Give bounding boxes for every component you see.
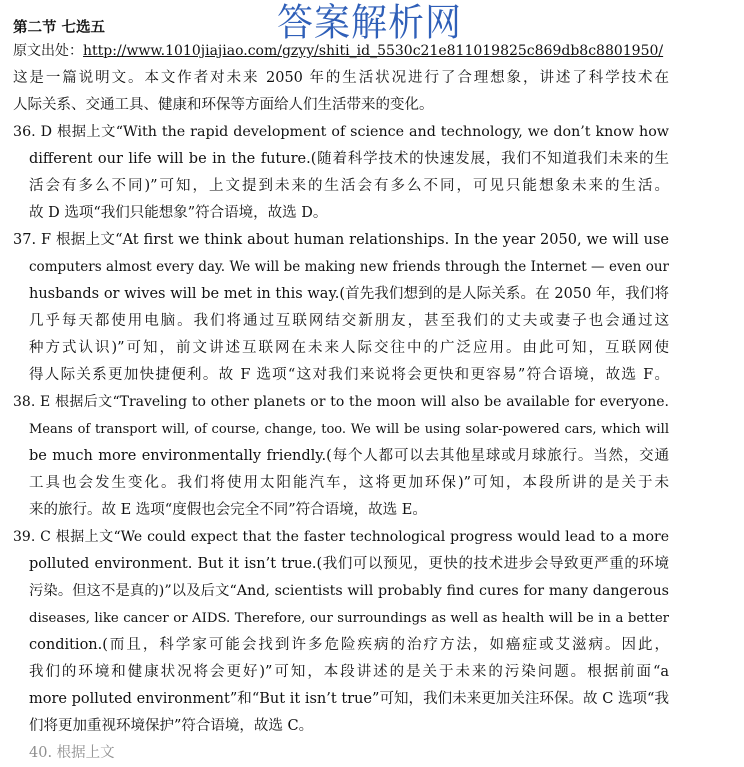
answer-line: 39. C 根据上文“We could expect that the faster technological progress would lead to a more [13, 529, 669, 545]
answer-line: computers almost every day. We will be making new friends through the Internet — even our [29, 259, 669, 275]
answer-line: condition.(而且，科学家可能会找到许多危险疾病的治疗方法，如癌症或艾滋病。因此， [29, 637, 669, 653]
answer-line: Means of transport will, of course, change, too. We will be using solar-powered cars, which will [29, 422, 669, 437]
answer-line: 污染。但这不是真的)”以及后文“And, scientists will probably find cures for many dangerous [29, 583, 669, 599]
intro-paragraph [13, 65, 669, 119]
watermark-logo: 答案解析网 [277, 1, 463, 45]
answer-line: more polluted environment”和“But it isn’t true”可知，我们未来更加关注环保。故 C 选项“我 [29, 691, 669, 707]
answer-line: 种方式认识)”可知，前文讲述互联网在未来人际交往中的广泛应用。由此可知，互联网使 [29, 340, 669, 356]
source-label: 原文出处： [13, 43, 83, 59]
intro-line: 人际关系、交通工具、健康和环保等方面给人们生活带来的变化。 [13, 97, 434, 113]
answer-line: 几乎每天都使用电脑。我们将通过互联网结交新朋友，甚至我们的丈夫或妻子也会通过这 [29, 313, 669, 329]
answer-document [13, 1, 669, 767]
answer-37 [13, 227, 669, 389]
section-title: 第二节 七选五 [13, 19, 106, 36]
answer-line: diseases, like cancer or AIDS. Therefore, our surroundings as well as health will be in a better [29, 611, 669, 626]
intro-line: 这是一篇说明文。本文作者对未来 2050 年的生活状况进行了合理想象，讲述了科学技术在 [13, 70, 669, 86]
source-url-link[interactable]: http://www.1010jiajiao.com/gzyy/shiti_id_5530c21e811019825c869db8c8801950/ [83, 43, 664, 59]
answer-line: 37. F 根据上文“At first we think about human relationships. In the year 2050, we will use [13, 232, 669, 248]
answer-line: 36. D 根据上文“With the rapid development of science and technology, we don’t know how [13, 124, 669, 140]
answer-line: 故 D 选项“我们只能想象”符合语境，故选 D。 [29, 205, 328, 221]
answer-line: 工具也会发生变化。我们将使用太阳能汽车，这将更加环保)”可知，本段所讲的是关于未 [29, 475, 669, 491]
answer-line: be much more environmentally friendly.(每个人都可以去其他星球或月球旅行。当然，交通 [29, 448, 669, 464]
answer-line: 来的旅行。故 E 选项“度假也会完全不同”符合语境，故选 E。 [29, 502, 427, 518]
answer-line: 得人际关系更加快捷便利。故 F 选项“这对我们来说将会更快和更容易”符合语境，故选 F。 [29, 367, 669, 383]
header [13, 1, 669, 45]
answer-line: husbands or wives will be met in this way.(首先我们想到的是人际关系。在 2050 年，我们将 [29, 286, 669, 302]
source-line [13, 38, 669, 65]
answer-36 [13, 119, 669, 227]
answer-39 [13, 524, 669, 740]
cutoff-line: 40. 根据上文 [29, 745, 115, 761]
answer-line: 活会有多么不同)”可知，上文提到未来的生活会有多么不同，可见只能想象未来的生活。 [29, 178, 669, 194]
answer-line: 38. E 根据后文“Traveling to other planets or to the moon will also be available for everyone. [13, 394, 669, 410]
answer-line: polluted environment. But it isn’t true.(我们可以预见，更快的技术进步会导致更严重的环境 [29, 556, 669, 572]
answer-line: 我们的环境和健康状况将会更好)”可知，本段讲述的是关于未来的污染问题。根据前面“a [29, 664, 669, 680]
answer-38 [13, 389, 669, 524]
answer-line: different our life will be in the future.(随着科学技术的快速发展，我们不知道我们未来的生 [29, 151, 669, 167]
answer-line: 们将更加重视环境保护”符合语境，故选 C。 [29, 718, 314, 734]
